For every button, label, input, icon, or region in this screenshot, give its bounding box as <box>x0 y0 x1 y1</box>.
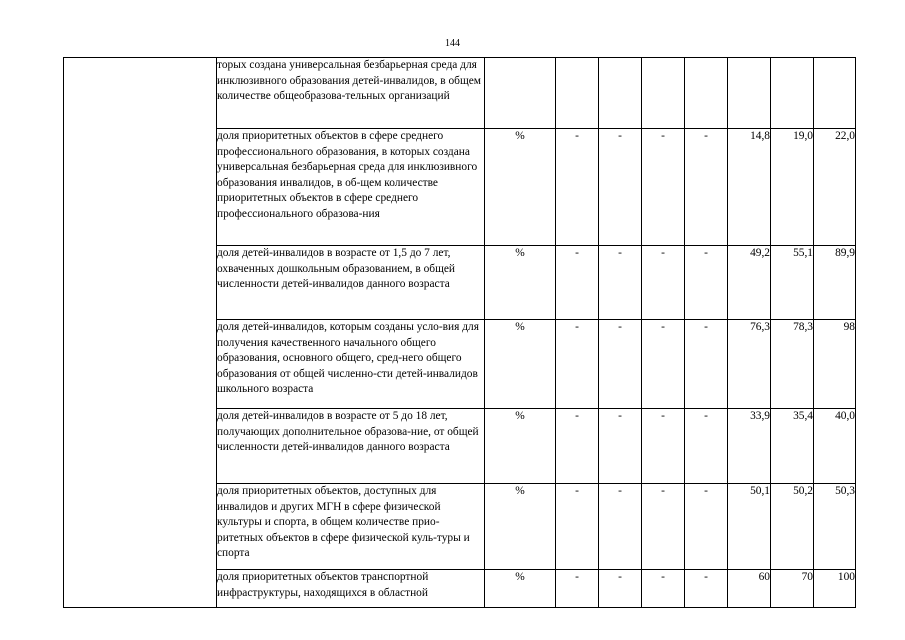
value-cell: - <box>556 484 599 570</box>
indicator-description: доля детей-инвалидов в возрасте от 1,5 до 7 лет, охваченных дошкольным образованием, в общей численности детей-инвалидов данного возраста <box>217 246 485 320</box>
indicator-description: доля детей-инвалидов, которым созданы усло-вия для получения качественного начального общего образования, основного общего, сред-него общего образования от общей численно-сти детей-инвалидов школьного возраста <box>217 320 485 409</box>
value-cell: - <box>685 320 728 409</box>
value-cell: 60 <box>728 570 771 608</box>
value-cell: 22,0 <box>814 129 856 246</box>
value-cell: - <box>599 484 642 570</box>
value-cell: 40,0 <box>814 409 856 484</box>
unit-cell: % <box>485 246 556 320</box>
value-cell: - <box>556 129 599 246</box>
unit-cell: % <box>485 570 556 608</box>
table-row <box>64 58 856 129</box>
unit-cell: % <box>485 129 556 246</box>
value-cell: - <box>556 570 599 608</box>
unit-cell: % <box>485 409 556 484</box>
value-cell: - <box>599 409 642 484</box>
value-cell <box>728 58 771 129</box>
value-cell: - <box>556 320 599 409</box>
value-cell: 55,1 <box>771 246 814 320</box>
value-cell: 89,9 <box>814 246 856 320</box>
value-cell: - <box>685 570 728 608</box>
value-cell: - <box>685 129 728 246</box>
unit-cell: % <box>485 484 556 570</box>
value-cell: 50,2 <box>771 484 814 570</box>
value-cell: - <box>685 484 728 570</box>
value-cell <box>685 58 728 129</box>
indicator-description: доля приоритетных объектов транспортной инфраструктуры, находящихся в областной <box>217 570 485 608</box>
value-cell: - <box>599 570 642 608</box>
value-cell <box>814 58 856 129</box>
value-cell: 49,2 <box>728 246 771 320</box>
value-cell: - <box>685 409 728 484</box>
value-cell: 98 <box>814 320 856 409</box>
indicators-table <box>63 57 856 608</box>
value-cell: 35,4 <box>771 409 814 484</box>
value-cell: 33,9 <box>728 409 771 484</box>
value-cell: 50,1 <box>728 484 771 570</box>
value-cell: - <box>642 246 685 320</box>
value-cell: 76,3 <box>728 320 771 409</box>
value-cell: - <box>642 570 685 608</box>
value-cell <box>599 58 642 129</box>
indicator-description: доля детей-инвалидов в возрасте от 5 до 18 лет, получающих дополнительное образова-ние, от общей численности детей-инвалидов данного возраста <box>217 409 485 484</box>
value-cell: - <box>599 129 642 246</box>
value-cell: - <box>642 320 685 409</box>
value-cell: 78,3 <box>771 320 814 409</box>
value-cell: 100 <box>814 570 856 608</box>
value-cell: 14,8 <box>728 129 771 246</box>
value-cell: - <box>642 409 685 484</box>
value-cell <box>556 58 599 129</box>
value-cell: - <box>599 320 642 409</box>
empty-first-column-cell <box>64 58 217 608</box>
indicator-description: доля приоритетных объектов в сфере среднего профессионального образования, в которых создана универсальная безбарьерная среда для инклюзивного образования инвалидов, в об-щем количестве приоритетных объектов в сфере среднего профессионального образова-ния <box>217 129 485 246</box>
value-cell: 70 <box>771 570 814 608</box>
value-cell: - <box>642 484 685 570</box>
value-cell: - <box>685 246 728 320</box>
value-cell <box>771 58 814 129</box>
value-cell: - <box>599 246 642 320</box>
value-cell: - <box>556 246 599 320</box>
value-cell: 19,0 <box>771 129 814 246</box>
value-cell: - <box>642 129 685 246</box>
unit-cell: % <box>485 320 556 409</box>
value-cell <box>642 58 685 129</box>
indicator-description: доля приоритетных объектов, доступных для инвалидов и других МГН в сфере физической культуры и спорта, в общем количестве прио-ритетных объектов в сфере физической куль-туры и спорта <box>217 484 485 570</box>
indicator-description: торых создана универсальная безбарьерная среда для инклюзивного образования детей-инвалидов, в общем количестве общеобразова-тельных организаций <box>217 58 485 129</box>
unit-cell <box>485 58 556 129</box>
value-cell: 50,3 <box>814 484 856 570</box>
value-cell: - <box>556 409 599 484</box>
page-number: 144 <box>445 38 460 49</box>
